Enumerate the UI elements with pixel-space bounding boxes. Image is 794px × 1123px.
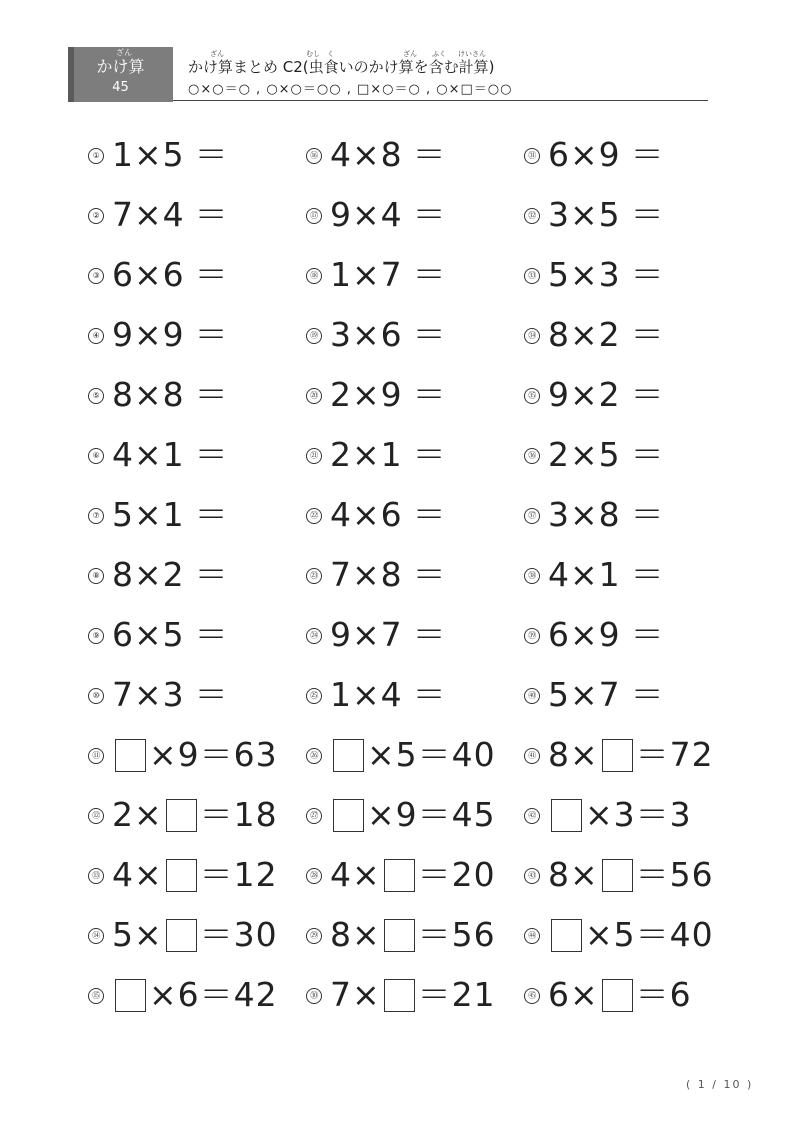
expression-token: 6 [112,615,134,654]
problem-expression [112,135,229,175]
expression-token: × [134,255,163,294]
expression-token: × [570,255,599,294]
expression-token: × [134,135,163,174]
problem-expression [330,975,496,1015]
title-ruby: むし [306,50,320,58]
expression-token: × [570,675,599,714]
page-subtitle: ○×○＝○ , ○×○＝○○ , □×○＝○ , ○×□＝○○ [188,82,513,97]
expression-token: 18 [233,795,278,834]
expression-token: × [352,555,381,594]
problem-number: ㊳ [524,568,540,584]
expression-token: 4 [380,195,403,234]
problem-number: ㉟ [524,388,540,404]
expression-token: 5 [613,915,636,954]
equals-sign: ＝ [412,615,447,654]
problem-number: ⑰ [306,208,322,224]
problem-number: ㉓ [306,568,322,584]
expression-token: × [570,975,599,1014]
equals-sign: ＝ [412,555,447,594]
header-divider [173,100,708,101]
expression-token: 7 [330,555,352,594]
problem-expression [330,735,496,775]
problem-expression [112,435,229,475]
problem-expression [112,735,278,775]
expression-token: 40 [669,915,714,954]
expression-token: 1 [112,135,134,174]
problem-expression [548,615,665,655]
expression-token: 2 [112,795,134,834]
answer-box[interactable] [602,979,633,1012]
expression-token: 2 [162,555,185,594]
expression-token: 56 [669,855,714,894]
expression-token: × [352,615,381,654]
title-ruby: ふく [432,50,446,58]
expression-token: × [570,315,599,354]
expression-token: 4 [112,855,134,894]
expression-token: 7 [598,675,621,714]
equals-sign: ＝ [630,135,665,174]
answer-box[interactable] [602,859,633,892]
expression-token: 8 [380,135,403,174]
problem-expression [112,495,229,535]
problem-number: ㊲ [524,508,540,524]
equals-sign: ＝ [194,255,229,294]
equals-sign: ＝ [412,135,447,174]
expression-token: 3 [598,255,621,294]
expression-token: × [570,615,599,654]
expression-token: 63 [233,735,278,774]
expression-token: 5 [162,135,185,174]
tab-ruby: ざん [116,48,132,57]
problem-number: ㉛ [524,148,540,164]
expression-token: ＝ [635,735,670,774]
expression-token: × [570,435,599,474]
answer-box[interactable] [166,799,197,832]
expression-token: 1 [162,435,185,474]
problem-expression [330,795,496,835]
problem-number: ㊴ [524,628,540,644]
expression-token: × [352,195,381,234]
equals-sign: ＝ [630,195,665,234]
answer-box[interactable] [333,799,364,832]
expression-token: 7 [330,975,352,1014]
problem-expression [548,435,665,475]
expression-token: × [352,375,381,414]
answer-box[interactable] [384,859,415,892]
expression-token: 4 [330,495,352,534]
expression-token: 1 [330,255,352,294]
expression-token: × [134,195,163,234]
equals-sign: ＝ [630,615,665,654]
expression-token: 9 [177,735,200,774]
problem-expression [548,735,714,775]
expression-token: ＝ [417,855,452,894]
expression-token: ＝ [199,855,234,894]
problem-number: ⑮ [88,988,104,1004]
problem-number: ㉝ [524,268,540,284]
expression-token: 4 [112,435,134,474]
expression-token: 8 [548,855,570,894]
expression-token: 1 [598,555,621,594]
expression-token: × [367,795,396,834]
equals-sign: ＝ [194,675,229,714]
page-number: ( 1 / 10 ) [686,1078,754,1091]
title-ruby: く [327,50,334,58]
expression-token: 9 [112,315,134,354]
expression-token: 5 [395,735,418,774]
title-ruby: けいさん [458,50,486,58]
problem-expression [330,495,447,535]
equals-sign: ＝ [630,435,665,474]
expression-token: × [134,555,163,594]
problem-expression [330,855,496,895]
expression-token: 3 [162,675,185,714]
problem-number: ㊹ [524,928,540,944]
expression-token: × [352,135,381,174]
expression-token: × [570,495,599,534]
equals-sign: ＝ [412,375,447,414]
header-tab [68,47,173,102]
expression-token: × [134,495,163,534]
expression-token: × [134,675,163,714]
expression-token: ＝ [635,855,670,894]
expression-token: × [149,735,178,774]
problem-number: ⑯ [306,148,322,164]
expression-token: 9 [162,315,185,354]
expression-token: 1 [162,495,185,534]
expression-token: 4 [380,675,403,714]
expression-token: × [134,315,163,354]
expression-token: × [134,795,163,834]
problem-expression [330,675,447,715]
equals-sign: ＝ [194,615,229,654]
expression-token: × [570,855,599,894]
expression-token: 20 [451,855,496,894]
expression-token: 5 [548,675,570,714]
equals-sign: ＝ [630,495,665,534]
expression-token: ＝ [417,735,452,774]
equals-sign: ＝ [194,555,229,594]
expression-token: 40 [451,735,496,774]
expression-token: 8 [548,735,570,774]
expression-token: 3 [330,315,352,354]
problem-expression [330,135,447,175]
problem-number: ⑳ [306,388,322,404]
expression-token: × [134,435,163,474]
expression-token: ＝ [635,915,670,954]
equals-sign: ＝ [630,555,665,594]
expression-token: × [134,855,163,894]
expression-token: ＝ [199,975,234,1014]
problem-expression [330,195,447,235]
expression-token: 5 [162,615,185,654]
equals-sign: ＝ [630,315,665,354]
problem-expression [548,675,665,715]
expression-token: × [352,435,381,474]
problem-number: ④ [88,328,104,344]
problem-expression [548,915,714,955]
problem-number: ⑱ [306,268,322,284]
expression-token: ＝ [635,795,670,834]
problem-expression [112,375,229,415]
equals-sign: ＝ [412,675,447,714]
expression-token: × [585,915,614,954]
problem-expression [112,855,278,895]
expression-token: 9 [598,615,621,654]
problem-number: ㊵ [524,688,540,704]
problem-number: ㉜ [524,208,540,224]
problem-expression [112,915,278,955]
expression-token: 3 [548,495,570,534]
expression-token: 9 [395,795,418,834]
problem-expression [548,975,692,1015]
problem-expression [548,375,665,415]
expression-token: 6 [380,315,403,354]
equals-sign: ＝ [630,255,665,294]
problem-number: ⑩ [88,688,104,704]
expression-token: × [352,315,381,354]
problem-expression [112,675,229,715]
expression-token: 42 [233,975,278,1014]
problem-expression [112,555,229,595]
expression-token: 7 [380,615,403,654]
problem-expression [112,195,229,235]
expression-token: ＝ [417,975,452,1014]
equals-sign: ＝ [194,315,229,354]
expression-token: × [149,975,178,1014]
expression-token: 8 [380,555,403,594]
problem-number: ⑬ [88,868,104,884]
problem-number: ㊺ [524,988,540,1004]
problem-expression [548,795,692,835]
answer-box[interactable] [166,859,197,892]
problem-expression [548,195,665,235]
expression-token: 5 [548,255,570,294]
problem-number: ㉞ [524,328,540,344]
problem-expression [548,555,665,595]
problem-expression [330,375,447,415]
expression-token: 6 [669,975,692,1014]
problem-number: ㉕ [306,688,322,704]
worksheet-number: 45 [112,80,129,95]
answer-box[interactable] [166,919,197,952]
tab-label: かけ算 [96,57,145,76]
problem-number: ⑥ [88,448,104,464]
expression-token: 72 [669,735,714,774]
answer-box[interactable] [115,739,146,772]
expression-token: 9 [548,375,570,414]
equals-sign: ＝ [412,495,447,534]
expression-token: 7 [112,195,134,234]
problem-number: ⑲ [306,328,322,344]
expression-token: × [134,375,163,414]
expression-token: 4 [330,855,352,894]
equals-sign: ＝ [412,315,447,354]
problem-expression [112,975,278,1015]
problem-number: ㊱ [524,448,540,464]
expression-token: × [352,975,381,1014]
problem-expression [548,135,665,175]
title-ruby: ざん [210,50,224,58]
expression-token: 1 [330,675,352,714]
problem-number: ③ [88,268,104,284]
problem-expression [330,255,447,295]
problem-number: ⑤ [88,388,104,404]
problem-number: ⑪ [88,748,104,764]
expression-token: 6 [548,975,570,1014]
expression-token: 8 [548,315,570,354]
problem-number: ㉒ [306,508,322,524]
expression-token: 5 [112,495,134,534]
expression-token: × [570,555,599,594]
expression-token: 5 [598,435,621,474]
problem-number: ㊷ [524,808,540,824]
problem-number: ㉔ [306,628,322,644]
problem-expression [330,435,447,475]
expression-token: 2 [598,375,621,414]
problem-expression [548,855,714,895]
expression-token: 6 [548,135,570,174]
equals-sign: ＝ [194,135,229,174]
expression-token: 8 [162,375,185,414]
expression-token: × [134,915,163,954]
equals-sign: ＝ [194,375,229,414]
expression-token: 8 [112,375,134,414]
equals-sign: ＝ [194,195,229,234]
expression-token: ＝ [199,795,234,834]
expression-token: 7 [380,255,403,294]
expression-token: 4 [162,195,185,234]
problem-expression [330,315,447,355]
answer-box[interactable] [551,799,582,832]
expression-token: 3 [669,795,692,834]
problem-expression [330,915,496,955]
answer-box[interactable] [384,919,415,952]
expression-token: 30 [233,915,278,954]
expression-token: 9 [380,375,403,414]
problem-number: ㊸ [524,868,540,884]
problem-number: ⑫ [88,808,104,824]
expression-token: 7 [112,675,134,714]
title-ruby: ざん [403,50,417,58]
expression-token: × [352,255,381,294]
problem-number: ② [88,208,104,224]
expression-token: × [570,135,599,174]
problem-number: ㉚ [306,988,322,1004]
expression-token: 21 [451,975,496,1014]
expression-token: × [570,195,599,234]
expression-token: 2 [330,435,352,474]
expression-token: 9 [330,615,352,654]
answer-box[interactable] [602,739,633,772]
expression-token: 2 [330,375,352,414]
problem-number: ㊶ [524,748,540,764]
problem-expression [548,495,665,535]
expression-token: 8 [598,495,621,534]
expression-token: ＝ [417,915,452,954]
answer-box[interactable] [551,919,582,952]
problem-number: ⑨ [88,628,104,644]
expression-token: ＝ [635,975,670,1014]
problem-number: ㉙ [306,928,322,944]
problem-expression [112,315,229,355]
expression-token: 5 [112,915,134,954]
expression-token: 8 [330,915,352,954]
problem-number: ㉗ [306,808,322,824]
expression-token: 3 [548,195,570,234]
expression-token: 4 [548,555,570,594]
expression-token: 56 [451,915,496,954]
expression-token: ＝ [417,795,452,834]
problem-number: ㉘ [306,868,322,884]
expression-token: 6 [548,615,570,654]
expression-token: 8 [112,555,134,594]
expression-token: 3 [613,795,636,834]
expression-token: 6 [112,255,134,294]
expression-token: 6 [380,495,403,534]
equals-sign: ＝ [630,375,665,414]
page-title: かけ算まとめ C2(虫食いのかけ算を含む計算) [188,58,495,76]
expression-token: × [134,615,163,654]
equals-sign: ＝ [412,435,447,474]
problem-expression [112,615,229,655]
expression-token: 12 [233,855,278,894]
problem-number: ① [88,148,104,164]
problem-expression [330,555,447,595]
problem-expression [548,255,665,295]
expression-token: ＝ [199,915,234,954]
problem-number: ㉖ [306,748,322,764]
problem-number: ⑧ [88,568,104,584]
expression-token: × [352,855,381,894]
equals-sign: ＝ [412,255,447,294]
expression-token: ＝ [199,735,234,774]
equals-sign: ＝ [412,195,447,234]
problem-expression [330,615,447,655]
expression-token: 9 [598,135,621,174]
answer-box[interactable] [333,739,364,772]
expression-token: 6 [162,255,185,294]
expression-token: 6 [177,975,200,1014]
expression-token: 5 [598,195,621,234]
expression-token: × [352,495,381,534]
expression-token: × [570,375,599,414]
problem-expression [112,795,278,835]
equals-sign: ＝ [630,675,665,714]
expression-token: 1 [380,435,403,474]
expression-token: 2 [598,315,621,354]
expression-token: 45 [451,795,496,834]
problem-expression [548,315,665,355]
problem-number: ㉑ [306,448,322,464]
equals-sign: ＝ [194,435,229,474]
problem-number: ⑭ [88,928,104,944]
expression-token: × [352,675,381,714]
equals-sign: ＝ [194,495,229,534]
expression-token: × [570,735,599,774]
expression-token: 4 [330,135,352,174]
expression-token: × [367,735,396,774]
expression-token: × [352,915,381,954]
expression-token: 9 [330,195,352,234]
problem-number: ⑦ [88,508,104,524]
expression-token: × [585,795,614,834]
expression-token: 2 [548,435,570,474]
answer-box[interactable] [384,979,415,1012]
problem-expression [112,255,229,295]
answer-box[interactable] [115,979,146,1012]
